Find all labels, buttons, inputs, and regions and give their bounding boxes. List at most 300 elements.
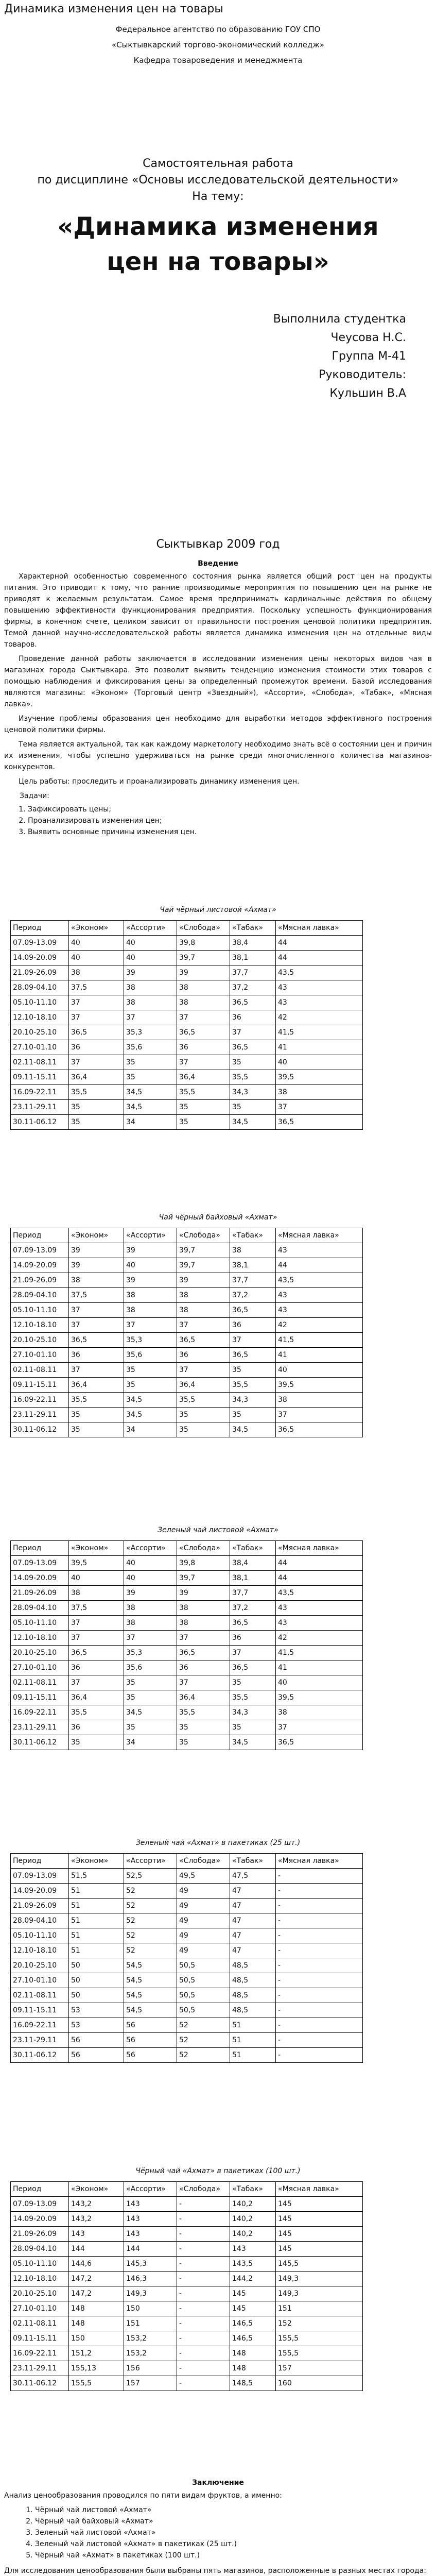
price-cell: 40 (124, 951, 177, 965)
table-row (11, 1273, 363, 1288)
price-cell: 38 (124, 1303, 177, 1318)
product-item: 1. Чёрный чай листовой «Ахмат» (35, 2504, 432, 2516)
price-cell: 35 (69, 1100, 124, 1115)
period-cell: 07.09-13.09 (11, 1869, 69, 1884)
price-cell: 43 (276, 1303, 363, 1318)
price-cell: 37 (177, 1631, 230, 1646)
introduction-section (4, 560, 432, 838)
price-cell: 43,5 (276, 1586, 363, 1601)
price-cell: - (177, 2346, 230, 2361)
price-cell: 35 (124, 1055, 177, 1070)
price-cell: 39 (124, 965, 177, 980)
price-cell: 149,3 (276, 2272, 363, 2286)
price-cell: 156 (124, 2361, 177, 2376)
table-row (11, 2033, 363, 2048)
period-cell: 07.09-13.09 (11, 936, 69, 951)
stores-intro: Для исследования ценообразования были выбраны пять магазинов, расположенные в разных местах города: (4, 2567, 426, 2575)
document-heading: Динамика изменения цен на товары (4, 3, 223, 15)
table-row (11, 2316, 363, 2331)
price-cell: - (276, 1884, 363, 1899)
price-cell: - (177, 2242, 230, 2257)
supervisor-name: Кульшин В.А (329, 387, 406, 400)
price-cell: 35,5 (69, 1705, 124, 1720)
price-cell: 41 (276, 1040, 363, 1055)
price-cell: 37 (69, 1303, 124, 1318)
price-cell: 38 (177, 1616, 230, 1631)
price-cell: - (177, 2316, 230, 2331)
price-cell: 160 (276, 2376, 363, 2391)
product-item: 4. Зеленый чай листовой «Ахмат» в пакетиках (25 шт.) (35, 2538, 432, 2550)
price-cell: 43,5 (276, 1273, 363, 1288)
price-cell: 35 (124, 1363, 177, 1378)
price-cell: 145 (276, 2242, 363, 2257)
price-cell: 35 (124, 1378, 177, 1393)
column-header: «Табак» (230, 2182, 276, 2197)
price-cell: - (177, 2227, 230, 2242)
column-header: «Мясная лавка» (276, 921, 363, 936)
author-block (4, 310, 432, 403)
table-row (11, 1363, 363, 1378)
table-row (11, 1422, 363, 1437)
price-cell: 39,7 (177, 1258, 230, 1273)
price-cell: 140,2 (230, 2227, 276, 2242)
table-row (11, 1100, 363, 1115)
price-cell: 34,5 (124, 1100, 177, 1115)
table-row (11, 1333, 363, 1348)
price-cell: 50 (69, 1988, 124, 2003)
price-cell: 37 (177, 1010, 230, 1025)
table-header-row (11, 1228, 363, 1243)
price-cell: 39 (124, 1273, 177, 1288)
table-row (11, 980, 363, 995)
price-cell: 37 (177, 1363, 230, 1378)
price-cell: 48,5 (230, 1958, 276, 1973)
price-table-block (4, 1212, 432, 1437)
price-cell: 49 (177, 1913, 230, 1928)
price-cell: 36 (230, 1010, 276, 1025)
table-row (11, 1660, 363, 1675)
price-cell: 155,5 (276, 2331, 363, 2346)
price-cell: 52 (124, 1899, 177, 1913)
price-cell: 52,5 (124, 1869, 177, 1884)
price-cell: 36 (69, 1720, 124, 1735)
column-header: «Эконом» (69, 2182, 124, 2197)
period-cell: 16.09-22.11 (11, 1393, 69, 1408)
period-cell: 09.11-15.11 (11, 1070, 69, 1085)
period-cell: 02.11-08.11 (11, 2316, 69, 2331)
price-cell: 39,7 (177, 1243, 230, 1258)
column-header: «Слобода» (177, 2182, 230, 2197)
table-row (11, 1735, 363, 1750)
period-cell: 05.10-11.10 (11, 1928, 69, 1943)
price-cell: 49 (177, 1928, 230, 1943)
price-cell: 37 (124, 1010, 177, 1025)
price-cell: 36,5 (69, 1646, 124, 1660)
period-cell: 14.09-20.09 (11, 1571, 69, 1586)
column-header: «Слобода» (177, 1854, 230, 1869)
table-row (11, 936, 363, 951)
price-cell: 49 (177, 1899, 230, 1913)
price-cell: 143,5 (230, 2257, 276, 2272)
price-cell: 39,5 (276, 1690, 363, 1705)
table-row (11, 1348, 363, 1363)
table-row (11, 2301, 363, 2316)
price-cell: 41,5 (276, 1646, 363, 1660)
period-cell: 28.09-04.10 (11, 1601, 69, 1616)
price-tables (4, 905, 432, 2391)
period-cell: 05.10-11.10 (11, 2257, 69, 2272)
price-cell: 36,4 (69, 1690, 124, 1705)
price-cell: 36 (69, 1040, 124, 1055)
author-group: Группа М-41 (332, 350, 406, 363)
table-row (11, 1884, 363, 1899)
period-cell: 23.11-29.11 (11, 1720, 69, 1735)
table-row (11, 1288, 363, 1303)
price-cell: 36 (177, 1040, 230, 1055)
price-cell: 36,4 (177, 1690, 230, 1705)
price-cell: - (276, 2048, 363, 2063)
price-cell: 38 (124, 980, 177, 995)
price-cell: 51 (69, 1928, 124, 1943)
price-cell: 38,1 (230, 1258, 276, 1273)
price-cell: 38 (69, 965, 124, 980)
price-cell: 54,5 (124, 1973, 177, 1988)
price-table-block (4, 2166, 432, 2391)
author-role: Выполнила студентка (273, 313, 406, 326)
table-row (11, 2376, 363, 2391)
price-cell: 52 (177, 2048, 230, 2063)
period-cell: 23.11-29.11 (11, 1408, 69, 1422)
period-cell: 09.11-15.11 (11, 2003, 69, 2018)
price-cell: 155,5 (276, 2346, 363, 2361)
period-cell: 23.11-29.11 (11, 1100, 69, 1115)
price-cell: 145 (276, 2227, 363, 2242)
period-cell: 20.10-25.10 (11, 1333, 69, 1348)
price-cell: 146,5 (230, 2331, 276, 2346)
column-header: «Эконом» (69, 1854, 124, 1869)
period-cell: 27.10-01.10 (11, 1348, 69, 1363)
price-cell: 37 (124, 1318, 177, 1333)
period-cell: 16.09-22.11 (11, 2018, 69, 2033)
price-cell: 37 (124, 1631, 177, 1646)
price-cell: 43 (276, 1616, 363, 1631)
price-cell: 34,5 (124, 1085, 177, 1100)
period-cell: 07.09-13.09 (11, 1243, 69, 1258)
price-cell: 144 (124, 2242, 177, 2257)
intro-paragraph: Тема является актуальной, так как каждому маркетологу необходимо знать всё о состоянии цен и причин их изменения, чтобы успешно удерживаться на рынке среди многочисленного количества магазинов-конкурентов. (4, 740, 432, 771)
price-cell: 36,5 (276, 1115, 363, 1130)
price-cell: - (177, 2272, 230, 2286)
period-cell: 12.10-18.10 (11, 2272, 69, 2286)
work-title: «Динамика изменения цен на товары» (57, 212, 379, 276)
price-cell: 52 (177, 2018, 230, 2033)
period-cell: 09.11-15.11 (11, 1378, 69, 1393)
price-cell: 49,5 (177, 1869, 230, 1884)
period-cell: 28.09-04.10 (11, 980, 69, 995)
column-header: «Слобода» (177, 1228, 230, 1243)
column-header: Период (11, 2182, 69, 2197)
price-cell: 38 (177, 980, 230, 995)
table-row (11, 1055, 363, 1070)
price-cell: 35 (230, 1363, 276, 1378)
price-cell: - (276, 1913, 363, 1928)
price-cell: 53 (69, 2003, 124, 2018)
column-header: «Ассорти» (124, 2182, 177, 2197)
price-cell: 51 (69, 1899, 124, 1913)
price-cell: 145,3 (124, 2257, 177, 2272)
column-header: «Табак» (230, 921, 276, 936)
price-cell: 37 (177, 1055, 230, 1070)
price-cell: 35 (230, 1675, 276, 1690)
column-header: «Мясная лавка» (276, 1854, 363, 1869)
period-cell: 23.11-29.11 (11, 2361, 69, 2376)
price-cell: 39,8 (177, 1556, 230, 1571)
table-row (11, 2048, 363, 2063)
price-cell: 43 (276, 1243, 363, 1258)
price-cell: 50,5 (177, 1958, 230, 1973)
price-cell: 42 (276, 1318, 363, 1333)
price-cell: 39 (69, 1243, 124, 1258)
price-cell: 34,5 (124, 1393, 177, 1408)
task-item: 1. Зафиксировать цены; (28, 804, 432, 815)
price-cell: 143 (69, 2227, 124, 2242)
price-cell: 36 (177, 1348, 230, 1363)
period-cell: 27.10-01.10 (11, 1040, 69, 1055)
price-cell: 38 (230, 1243, 276, 1258)
price-cell: 56 (69, 2048, 124, 2063)
table-row (11, 1025, 363, 1040)
price-cell: 35,5 (69, 1085, 124, 1100)
price-table (10, 920, 363, 1130)
price-cell: 47 (230, 1928, 276, 1943)
college-line: «Сыктывкарский торгово-экономический колледж» (111, 40, 325, 49)
period-cell: 12.10-18.10 (11, 1010, 69, 1025)
price-cell: 148 (69, 2301, 124, 2316)
price-cell: 35,5 (230, 1690, 276, 1705)
period-cell: 21.09-26.09 (11, 1586, 69, 1601)
conclusion-intro: Анализ ценообразования проводился по пяти видам фруктов, а именно: (4, 2492, 282, 2500)
price-cell: 36,5 (230, 995, 276, 1010)
price-cell: 41,5 (276, 1333, 363, 1348)
price-cell: 35 (230, 1100, 276, 1115)
period-cell: 30.11-06.12 (11, 1422, 69, 1437)
table-row (11, 2003, 363, 2018)
period-cell: 14.09-20.09 (11, 2212, 69, 2227)
price-cell: 157 (276, 2361, 363, 2376)
table-header-row (11, 1854, 363, 1869)
price-cell: 145 (276, 2197, 363, 2212)
table-row (11, 1958, 363, 1973)
table-row (11, 1303, 363, 1318)
price-cell: 151 (276, 2301, 363, 2316)
conclusion-title: Заключение (192, 2479, 244, 2487)
price-cell: 40 (69, 1571, 124, 1586)
price-cell: 44 (276, 936, 363, 951)
price-cell: 40 (124, 1258, 177, 1273)
price-cell: 35,6 (124, 1040, 177, 1055)
price-cell: 51 (69, 1943, 124, 1958)
price-cell: 39,7 (177, 1571, 230, 1586)
table-row (11, 2197, 363, 2212)
price-cell: 34,5 (124, 1408, 177, 1422)
price-cell: 36,5 (69, 1025, 124, 1040)
price-cell: 51 (69, 1913, 124, 1928)
column-header: «Ассорти» (124, 1854, 177, 1869)
price-cell: 34,5 (124, 1705, 177, 1720)
price-cell: 38,1 (230, 951, 276, 965)
table-row (11, 2286, 363, 2301)
table-header-row (11, 921, 363, 936)
period-cell: 02.11-08.11 (11, 1055, 69, 1070)
price-cell: 36 (69, 1348, 124, 1363)
table-row (11, 965, 363, 980)
price-cell: 38 (124, 1616, 177, 1631)
price-cell: 40 (124, 936, 177, 951)
price-cell: 145 (230, 2286, 276, 2301)
price-cell: 35 (230, 1720, 276, 1735)
price-cell: 40 (69, 936, 124, 951)
period-cell: 05.10-11.10 (11, 1616, 69, 1631)
period-cell: 21.09-26.09 (11, 965, 69, 980)
tasks-list (4, 804, 432, 838)
price-cell: 34 (124, 1115, 177, 1130)
price-cell: 36 (230, 1631, 276, 1646)
price-cell: 37,5 (69, 1288, 124, 1303)
price-cell: 38 (276, 1393, 363, 1408)
period-cell: 12.10-18.10 (11, 1943, 69, 1958)
price-cell: 37 (69, 995, 124, 1010)
price-cell: 143,2 (69, 2212, 124, 2227)
price-cell: 39 (177, 1586, 230, 1601)
price-cell: - (276, 1899, 363, 1913)
price-cell: 36 (69, 1660, 124, 1675)
price-table (10, 1540, 363, 1750)
table-row (11, 2018, 363, 2033)
price-cell: 35,5 (177, 1085, 230, 1100)
price-cell: 147,2 (69, 2286, 124, 2301)
price-cell: - (276, 1943, 363, 1958)
price-cell: 37 (69, 1631, 124, 1646)
price-cell: 47 (230, 1884, 276, 1899)
price-cell: 47 (230, 1943, 276, 1958)
price-cell: 39,7 (177, 951, 230, 965)
theme-label: На тему: (192, 190, 244, 203)
price-cell: 151,2 (69, 2346, 124, 2361)
price-cell: - (177, 2286, 230, 2301)
period-cell: 28.09-04.10 (11, 2242, 69, 2257)
price-cell: 155,13 (69, 2361, 124, 2376)
price-cell: 143 (124, 2197, 177, 2212)
task-item: 3. Выявить основные причины изменения цен. (28, 826, 432, 838)
price-cell: 38 (69, 1273, 124, 1288)
price-cell: - (177, 2361, 230, 2376)
price-cell: 34,3 (230, 1085, 276, 1100)
price-cell: 35,6 (124, 1660, 177, 1675)
author-name: Чеусова Н.С. (330, 331, 406, 344)
table-row (11, 2227, 363, 2242)
table-row (11, 1040, 363, 1055)
column-header: «Мясная лавка» (276, 2182, 363, 2197)
table-row (11, 1988, 363, 2003)
price-cell: 39 (69, 1258, 124, 1273)
price-cell: 37,7 (230, 965, 276, 980)
period-cell: 02.11-08.11 (11, 1675, 69, 1690)
price-cell: 37,5 (69, 1601, 124, 1616)
price-cell: 39,5 (69, 1556, 124, 1571)
period-cell: 20.10-25.10 (11, 1646, 69, 1660)
price-cell: 54,5 (124, 1958, 177, 1973)
price-cell: 50 (69, 1958, 124, 1973)
price-cell: 38 (177, 1303, 230, 1318)
price-cell: 41 (276, 1660, 363, 1675)
price-cell: 37,7 (230, 1586, 276, 1601)
price-cell: 35 (69, 1115, 124, 1130)
price-cell: 36,5 (276, 1735, 363, 1750)
price-cell: 38 (177, 995, 230, 1010)
price-cell: 44 (276, 951, 363, 965)
price-cell: 39 (177, 1273, 230, 1288)
period-cell: 28.09-04.10 (11, 1288, 69, 1303)
period-cell: 27.10-01.10 (11, 1660, 69, 1675)
product-item: 5. Чёрный чай «Ахмат» в пакетиках (100 шт.) (35, 2550, 432, 2561)
column-header: «Табак» (230, 1854, 276, 1869)
price-cell: 50,5 (177, 2003, 230, 2018)
price-cell: 36,5 (230, 1303, 276, 1318)
tasks-label: Задачи: (20, 792, 49, 800)
table-row (11, 1973, 363, 1988)
price-cell: 149,3 (124, 2286, 177, 2301)
price-cell: 56 (124, 2018, 177, 2033)
price-cell: 36,5 (276, 1422, 363, 1437)
period-cell: 05.10-11.10 (11, 1303, 69, 1318)
period-cell: 16.09-22.11 (11, 2346, 69, 2361)
price-cell: 37 (177, 1675, 230, 1690)
period-cell: 09.11-15.11 (11, 1690, 69, 1705)
table-row (11, 2212, 363, 2227)
table-row (11, 1115, 363, 1130)
price-cell: 39 (124, 1243, 177, 1258)
price-cell: 34,5 (230, 1735, 276, 1750)
price-table-block (4, 1525, 432, 1750)
price-cell: 42 (276, 1631, 363, 1646)
task-item: 2. Проанализировать изменения цен; (28, 815, 432, 826)
table-row (11, 1586, 363, 1601)
price-cell: 143 (230, 2242, 276, 2257)
column-header: «Табак» (230, 1228, 276, 1243)
period-cell: 21.09-26.09 (11, 1899, 69, 1913)
price-cell: 35 (177, 1100, 230, 1115)
price-cell: 43 (276, 995, 363, 1010)
table-row (11, 2331, 363, 2346)
price-cell: 39,8 (177, 936, 230, 951)
column-header: «Слобода» (177, 1541, 230, 1556)
price-cell: 47 (230, 1899, 276, 1913)
price-cell: 35,3 (124, 1025, 177, 1040)
price-cell: 34,3 (230, 1705, 276, 1720)
agency-line: Федеральное агентство по образованию ГОУ СПО (115, 25, 321, 34)
column-header: «Эконом» (69, 1541, 124, 1556)
price-cell: 37 (69, 1318, 124, 1333)
table-row (11, 1913, 363, 1928)
table-row (11, 1705, 363, 1720)
price-cell: 43 (276, 1601, 363, 1616)
price-cell: 50,5 (177, 1973, 230, 1988)
price-cell: 35,3 (124, 1333, 177, 1348)
price-cell: - (276, 2018, 363, 2033)
column-header: «Слобода» (177, 921, 230, 936)
price-cell: - (177, 2331, 230, 2346)
period-cell: 30.11-06.12 (11, 1735, 69, 1750)
